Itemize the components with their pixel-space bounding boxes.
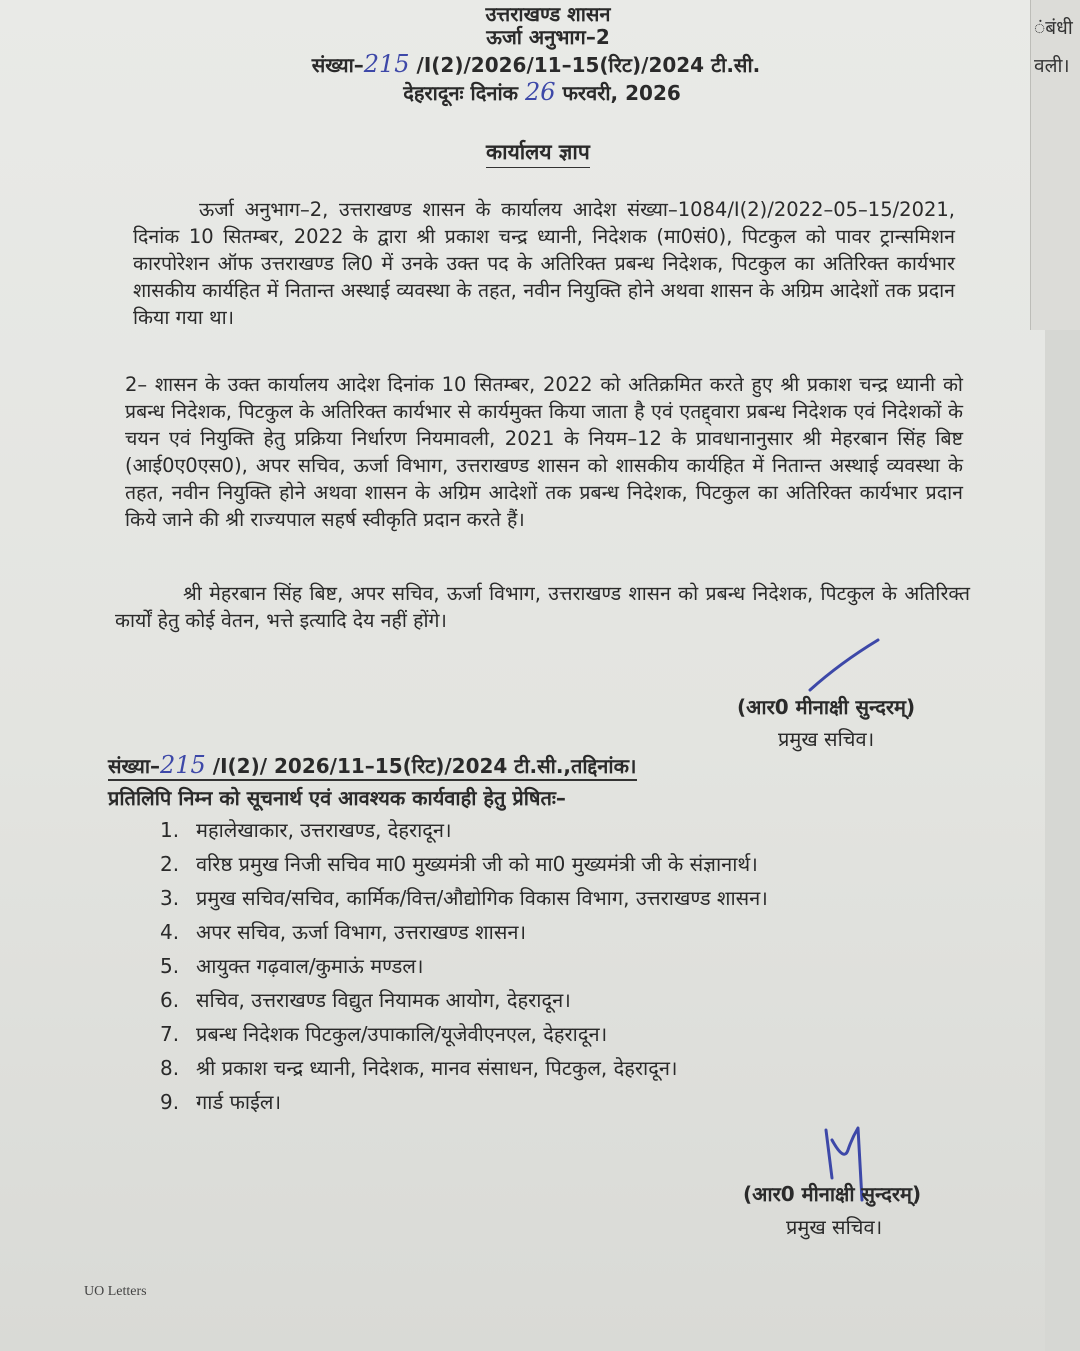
signature-initial-1 xyxy=(800,635,890,695)
list-item: 2. वरिष्ठ प्रमुख निजी सचिव मा0 मुख्यमंत्री जी को मा0 मुख्यमंत्री जी के संज्ञानार्थ। xyxy=(160,852,758,876)
list-item: 9. गार्ड फाईल। xyxy=(160,1090,282,1114)
list-item: 4. अपर सचिव, ऊर्जा विभाग, उत्तराखण्ड शासन। xyxy=(160,920,527,944)
signatory-name-2: (आर0 मीनाक्षी सुन्दरम्) xyxy=(743,1182,922,1206)
list-item: 5. आयुक्त गढ़वाल/कुमाऊं मण्डल। xyxy=(160,954,424,978)
issue-date: देहरादूनः दिनांक 26 फरवरी, 2026 xyxy=(403,78,681,106)
signatory-name-1: (आर0 मीनाक्षी सुन्दरम्) xyxy=(737,695,916,719)
edge-text-2: वली। xyxy=(1034,55,1070,77)
document-title: कार्यालय ज्ञाप xyxy=(486,138,590,168)
signatory-designation-1: प्रमुख सचिव। xyxy=(778,727,875,751)
reference-number: संख्या–215 /I(2)/2026/11–15(रिट)/2024 टी.सी. xyxy=(311,50,761,78)
list-item: 3. प्रमुख सचिव/सचिव, कार्मिक/वित्त/औद्योगिक विकास विभाग, उत्तराखण्ड शासन। xyxy=(160,886,768,910)
signatory-designation-2: प्रमुख सचिव। xyxy=(786,1215,883,1239)
copy-recipients-list xyxy=(160,816,985,1122)
handwritten-copy-ref-number: 215 xyxy=(160,751,206,779)
handwritten-ref-number: 215 xyxy=(363,50,410,78)
paragraph-2: 2– शासन के उक्त कार्यालय आदेश दिनांक 10 सितम्बर, 2022 को अतिक्रमित करते हुए श्री प्रकाश चन्द्र ध्यानी को प्रबन्ध निदेशक, पिटकुल के अतिरिक्त कार्यभार से कार्यमुक्त किया जाता है एवं एतद्द्वारा प्रबन्ध निदेशक एवं निदेशकों के चयन एवं नियुक्ति हेतु प्रक्रिया निर्धारण नियमावली, 2021 के नियम–12 के प्रावधानानुसार श्री मेहरबान सिंह बिष्ट (आई0ए0एस0), अपर सचिव, ऊर्जा विभाग, उत्तराखण्ड शासन को शासकीय कार्यहित में नितान्त अस्थाई व्यवस्था के तहत, नवीन नियुक्ति होने अथवा शासन के अग्रिम आदेशों तक प्रबन्ध निदेशक, पिटकुल का अतिरिक्त कार्यभार प्रदान किये जाने की श्री राज्यपाल सहर्ष स्वीकृति प्रदान करते हैं। xyxy=(125,373,963,531)
copy-reference-number: संख्या–215 /I(2)/ 2026/11–15(रिट)/2024 टी.सी.,तद्दिनांक। xyxy=(108,751,637,779)
copy-heading: प्रतिलिपि निम्न को सूचनार्थ एवं आवश्यक कार्यवाही हेतु प्रेषितः– xyxy=(108,786,566,810)
handwritten-date: 26 xyxy=(524,78,556,106)
government-name: उत्तराखण्ड शासन xyxy=(485,2,611,26)
section-name: ऊर्जा अनुभाग–2 xyxy=(486,25,610,49)
paragraph-1: ऊर्जा अनुभाग–2, उत्तराखण्ड शासन के कार्यालय आदेश संख्या–1084/I(2)/2022–05–15/2021, दिनांक 10 सितम्बर, 2022 के द्वारा श्री प्रकाश चन्द्र ध्यानी, निदेशक (मा0सं0), पिटकुल को पावर ट्रान्समिशन कारपोरेशन ऑफ उत्तराखण्ड लि0 में उनके उक्त पद के अतिरिक्त प्रबन्ध निदेशक, पिटकुल का अतिरिक्त कार्यभार शासकीय कार्यहित में नितान्त अस्थाई व्यवस्था के तहत, नवीन नियुक्ति होने अथवा शासन के अग्रिम आदेशों तक प्रदान किया गया था। xyxy=(133,198,955,329)
list-item: 8. श्री प्रकाश चन्द्र ध्यानी, निदेशक, मानव संसाधन, पिटकुल, देहरादून। xyxy=(160,1056,678,1080)
footer-label: UO Letters xyxy=(84,1284,147,1299)
list-item: 6. सचिव, उत्तराखण्ड विद्युत नियामक आयोग, देहरादून। xyxy=(160,988,571,1012)
paragraph-3: श्री मेहरबान सिंह बिष्ट, अपर सचिव, ऊर्जा विभाग, उत्तराखण्ड शासन को प्रबन्ध निदेशक, पिटकुल के अतिरिक्त कार्यों हेतु कोई वेतन, भत्ते इत्यादि देय नहीं होंगे। xyxy=(115,582,970,632)
edge-text-1: ंबंधी xyxy=(1034,17,1073,39)
list-item: 7. प्रबन्ध निदेशक पिटकुल/उपाकालि/यूजेवीएनएल, देहरादून। xyxy=(160,1022,608,1046)
list-item: 1. महालेखाकार, उत्तराखण्ड, देहरादून। xyxy=(160,818,452,842)
